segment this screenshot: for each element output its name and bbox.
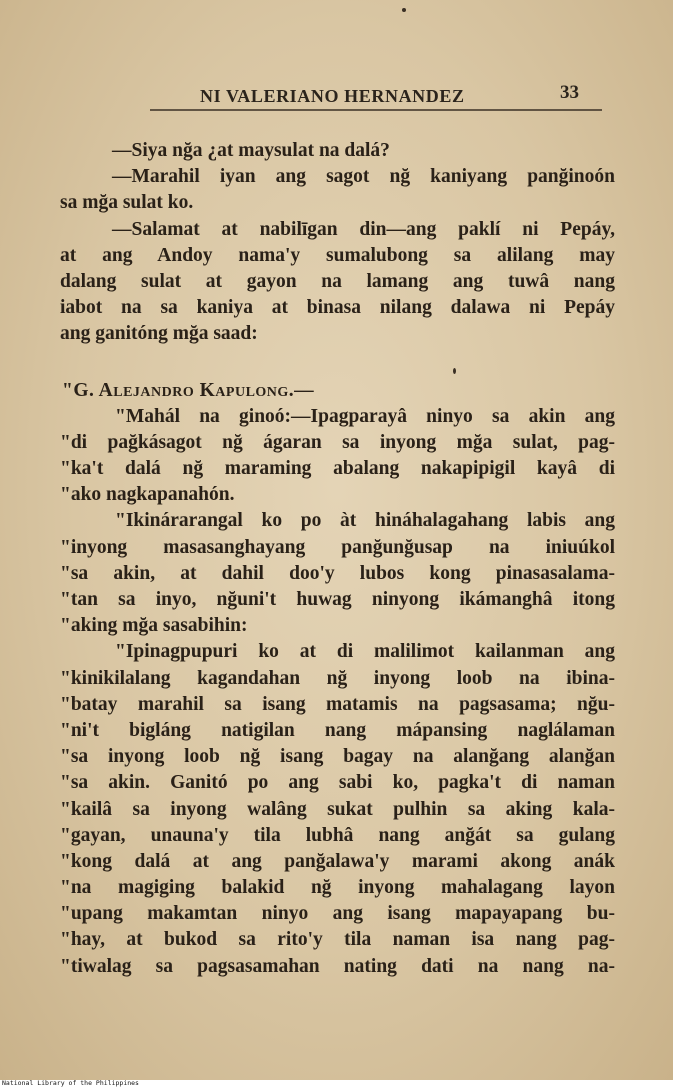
text-line: "di pağkásagot nğ ágaran sa inyong mğa sulat, pag- xyxy=(60,431,615,453)
text-line: "kailâ sa inyong walâng sukat pulhin sa aking kala- xyxy=(60,798,615,820)
text-line: ang ganitóng mğa saad: xyxy=(60,323,258,345)
text-line: sa mğa sulat ko. xyxy=(60,192,194,214)
text-line: "tiwalag sa pagsasamahan nating dati na nang na- xyxy=(60,955,615,977)
text-line: "ka't dalá nğ maraming abalang nakapipigil kayâ di xyxy=(60,458,615,480)
text-line: iabot na sa kaniya at binasa nilang dalawa ni Pepáy xyxy=(60,297,615,319)
text-line: —Siya nğa ¿at maysulat na dalá? xyxy=(112,140,390,161)
text-line: "batay marahil sa isang matamis na pagsasama; nğu- xyxy=(60,693,615,715)
text-line: at ang Andoy nama'y sumalubong sa alilang may xyxy=(60,244,615,266)
text-line: "na magiging balakid nğ inyong mahalagang layon xyxy=(60,877,615,899)
header-rule xyxy=(150,109,602,111)
text-line: "tan sa inyo, nğuni't huwag ninyong ikámanghâ itong xyxy=(60,589,615,610)
running-title: NI VALERIANO HERNANDEZ xyxy=(200,86,465,106)
text-line: "Mahál na ginoó:—Ipagparayâ ninyo sa akin ang xyxy=(115,405,615,427)
text-line: —Salamat at nabilīgan din—ang paklí ni Pepáy, xyxy=(112,218,615,240)
text-line: dalang sulat at gayon na lamang ang tuwâ nang xyxy=(60,270,615,292)
body-text xyxy=(60,138,615,980)
text-line: "sa inyong loob nğ isang bagay na alanğang alanğan xyxy=(60,746,615,768)
text-line: "inyong masasanghayang panğunğusap na iniuúkol xyxy=(60,536,615,558)
text-line: —Marahil iyan ang sagot nğ kaniyang panğinoón xyxy=(112,166,615,188)
text-line: "hay, at bukod sa rito'y tila naman isa nang pag- xyxy=(60,929,615,951)
text-line: "aking mğa sasabihin: xyxy=(60,615,248,637)
section-gap xyxy=(60,348,615,378)
text-line: "sa akin, at dahil doo'y lubos kong pinasasalama- xyxy=(60,562,615,584)
running-head xyxy=(0,80,673,110)
text-line: "Ikinárarangal ko po àt hináhalagahang labis ang xyxy=(115,510,615,532)
ink-speck xyxy=(402,8,406,12)
letter-salutation-heading: "G. Alejandro Kapulong.— xyxy=(62,379,315,401)
text-line: "ako nagkapanahón. xyxy=(60,484,235,506)
text-line: "upang makamtan ninyo ang isang mapayapang bu- xyxy=(60,903,615,925)
text-line: "kinikilalang kagandahan nğ inyong loob na ibina- xyxy=(60,667,615,689)
page-number: 33 xyxy=(560,82,579,103)
text-line: "gayan, unauna'y tila lubhâ nang anğát sa gulang xyxy=(60,824,615,846)
text-line: "kong dalá at ang panğalawa'y marami akong anák xyxy=(60,850,615,872)
text-line: "sa akin. Ganitó po ang sabi ko, pagka't di naman xyxy=(60,772,615,794)
library-credit: National Library of the Philippines xyxy=(2,1079,139,1087)
text-line: "ni't bigláng natigilan nang mápansing naglálaman xyxy=(60,719,615,741)
text-line: "Ipinagpupuri ko at di malilimot kailanman ang xyxy=(115,641,615,663)
